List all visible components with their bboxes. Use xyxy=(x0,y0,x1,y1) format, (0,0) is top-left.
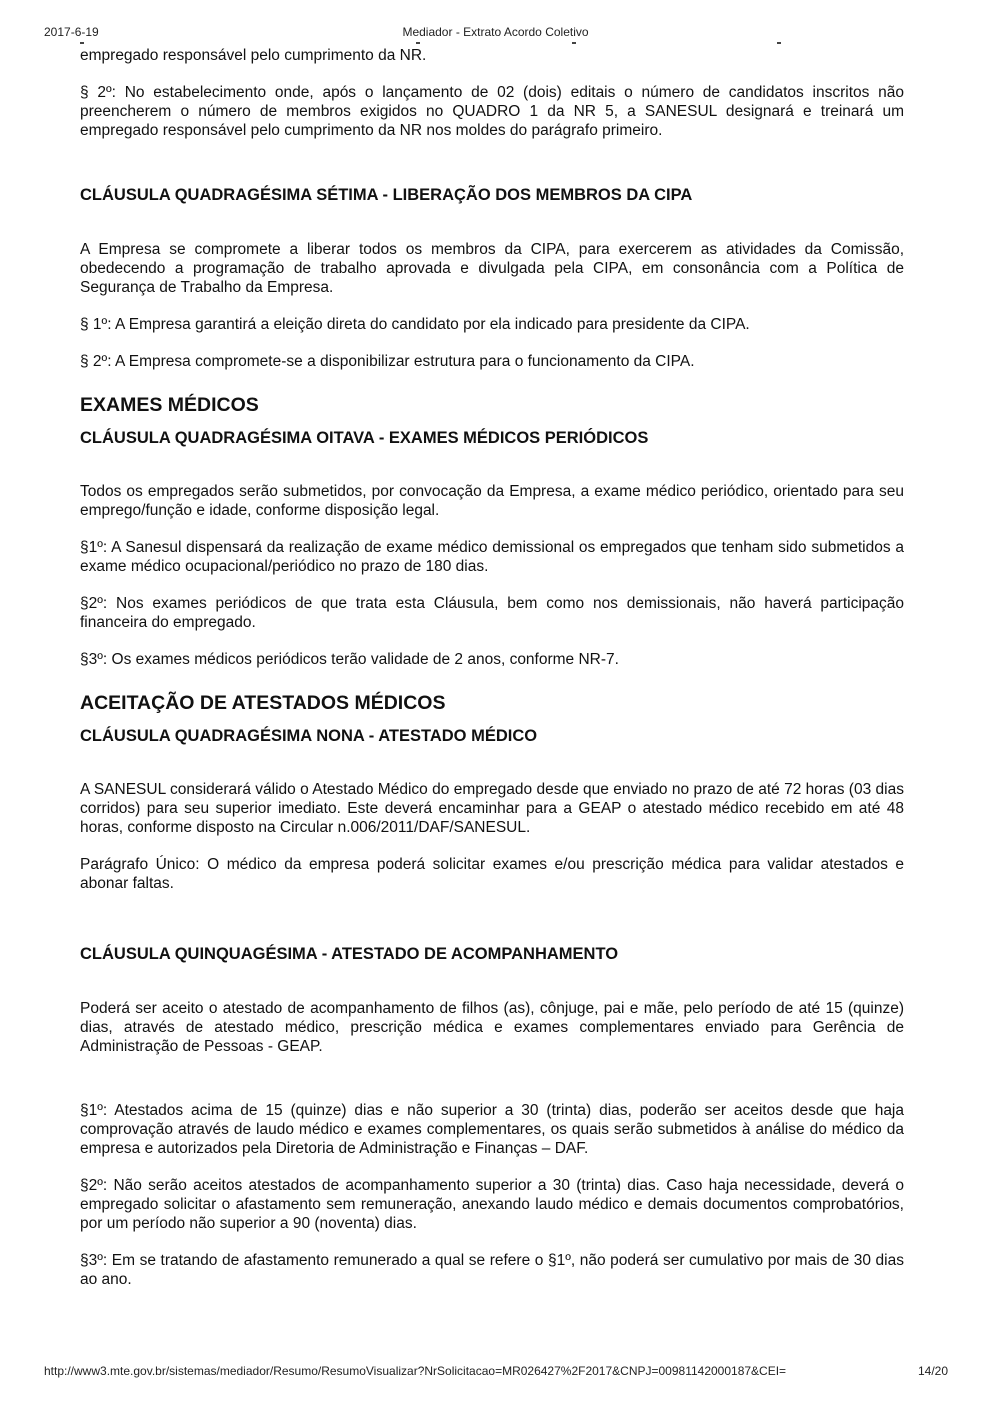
clause-48-paragraph-1: §1º: A Sanesul dispensará da realização de exame médico demissional os empregados que tenham sido submetidos a exame médico ocupacional/periódico no prazo de 180 dias. xyxy=(80,539,904,575)
clause-50-body: Poderá ser aceito o atestado de acompanhamento de filhos (as), cônjuge, pai e mãe, pelo período de até 15 (quinze) dias, através de atestado médico, prescrição médica e exames complementares enviado para Gerência de Administração de Pessoas - GEAP. xyxy=(80,1000,904,1055)
clause-47-title: CLÁUSULA QUADRAGÉSIMA SÉTIMA - LIBERAÇÃO DOS MEMBROS DA CIPA xyxy=(80,186,693,204)
clause-47-paragraph-1: § 1º: A Empresa garantirá a eleição direta do candidato por ela indicado para presidente da CIPA. xyxy=(80,316,750,333)
clause-48-body: Todos os empregados serão submetidos, por convocação da Empresa, a exame médico periódico, orientado para seu emprego/função e idade, conforme disposição legal. xyxy=(80,483,904,519)
page-number: 14/20 xyxy=(917,1364,948,1378)
clause-47-body: A Empresa se compromete a liberar todos os membros da CIPA, para exercerem as atividades da Comissão, obedecendo a programação de trabalho aprovada e divulgada pela CIPA, em consonância com a Política de Segurança de Trabalho da Empresa. xyxy=(80,241,904,296)
document-body xyxy=(80,40,904,1289)
clause-47-paragraph-2: § 2º: A Empresa compromete-se a disponibilizar estrutura para o funcionamento da CIPA. xyxy=(80,353,695,370)
print-date: 2017-6-19 xyxy=(44,25,99,39)
section-title-atestados: ACEITAÇÃO DE ATESTADOS MÉDICOS xyxy=(80,692,446,714)
clause-48-paragraph-2: §2º: Nos exames periódicos de que trata esta Cláusula, bem como nos demissionais, não haverá participação financeira do empregado. xyxy=(80,595,904,631)
page-header-title: Mediador - Extrato Acordo Coletivo xyxy=(402,25,589,39)
clause-50-paragraph-2: §2º: Não serão aceitos atestados de acompanhamento superior a 30 (trinta) dias. Caso haja necessidade, deverá o empregado solicitar o afastamento sem remuneração, anexando laudo médico e demais documentos comprobatórios, por um período não superior a 90 (noventa) dias. xyxy=(80,1177,904,1232)
clause-50-paragraph-3: §3º: Em se tratando de afastamento remunerado a qual se refere o §1º, não poderá ser cumulativo por mais de 30 dias ao ano. xyxy=(80,1252,904,1288)
paragraph-intro: empregado responsável pelo cumprimento da NR. xyxy=(80,47,427,64)
clause-50-paragraph-1: §1º: Atestados acima de 15 (quinze) dias e não superior a 30 (trinta) dias, poderão ser aceitos desde que haja comprovação através de laudo médico e exames complementares, os quais serão submetidos à análise do médico da empresa e autorizados pela Diretoria de Administração e Finanças – DAF. xyxy=(80,1102,904,1157)
section-title-exames: EXAMES MÉDICOS xyxy=(80,394,259,416)
clause-49-title: CLÁUSULA QUADRAGÉSIMA NONA - ATESTADO MÉDICO xyxy=(80,727,538,745)
clause-49-paragraph-unico: Parágrafo Único: O médico da empresa poderá solicitar exames e/ou prescrição médica para validar atestados e abonar faltas. xyxy=(80,856,904,892)
paragraph-2-prev-clause: § 2º: No estabelecimento onde, após o lançamento de 02 (dois) editais o número de candidatos inscritos não preencherem o número de membros exigidos no QUADRO 1 da NR 5, a SANESUL designará e treinará um empregado responsável pelo cumprimento da NR nos moldes do parágrafo primeiro. xyxy=(80,84,904,139)
clause-50-title: CLÁUSULA QUINQUAGÉSIMA - ATESTADO DE ACOMPANHAMENTO xyxy=(80,945,619,963)
clause-49-body: A SANESUL considerará válido o Atestado Médico do empregado desde que enviado no prazo de até 72 horas (03 dias corridos) para seu superior imediato. Este deverá encaminhar para a GEAP o atestado médico recebido em até 48 horas, conforme disposto na Circular n.006/2011/DAF/SANESUL. xyxy=(80,781,904,836)
cut-line-remnant xyxy=(80,40,904,46)
source-url-link[interactable]: http://www3.mte.gov.br/sistemas/mediador/Resumo/ResumoVisualizar?NrSolicitacao=MR026427%2F2017&CNPJ=00981142000187&CEI= xyxy=(44,1364,787,1378)
clause-48-title: CLÁUSULA QUADRAGÉSIMA OITAVA - EXAMES MÉDICOS PERIÓDICOS xyxy=(80,429,649,447)
clause-48-paragraph-3: §3º: Os exames médicos periódicos terão validade de 2 anos, conforme NR-7. xyxy=(80,651,619,668)
